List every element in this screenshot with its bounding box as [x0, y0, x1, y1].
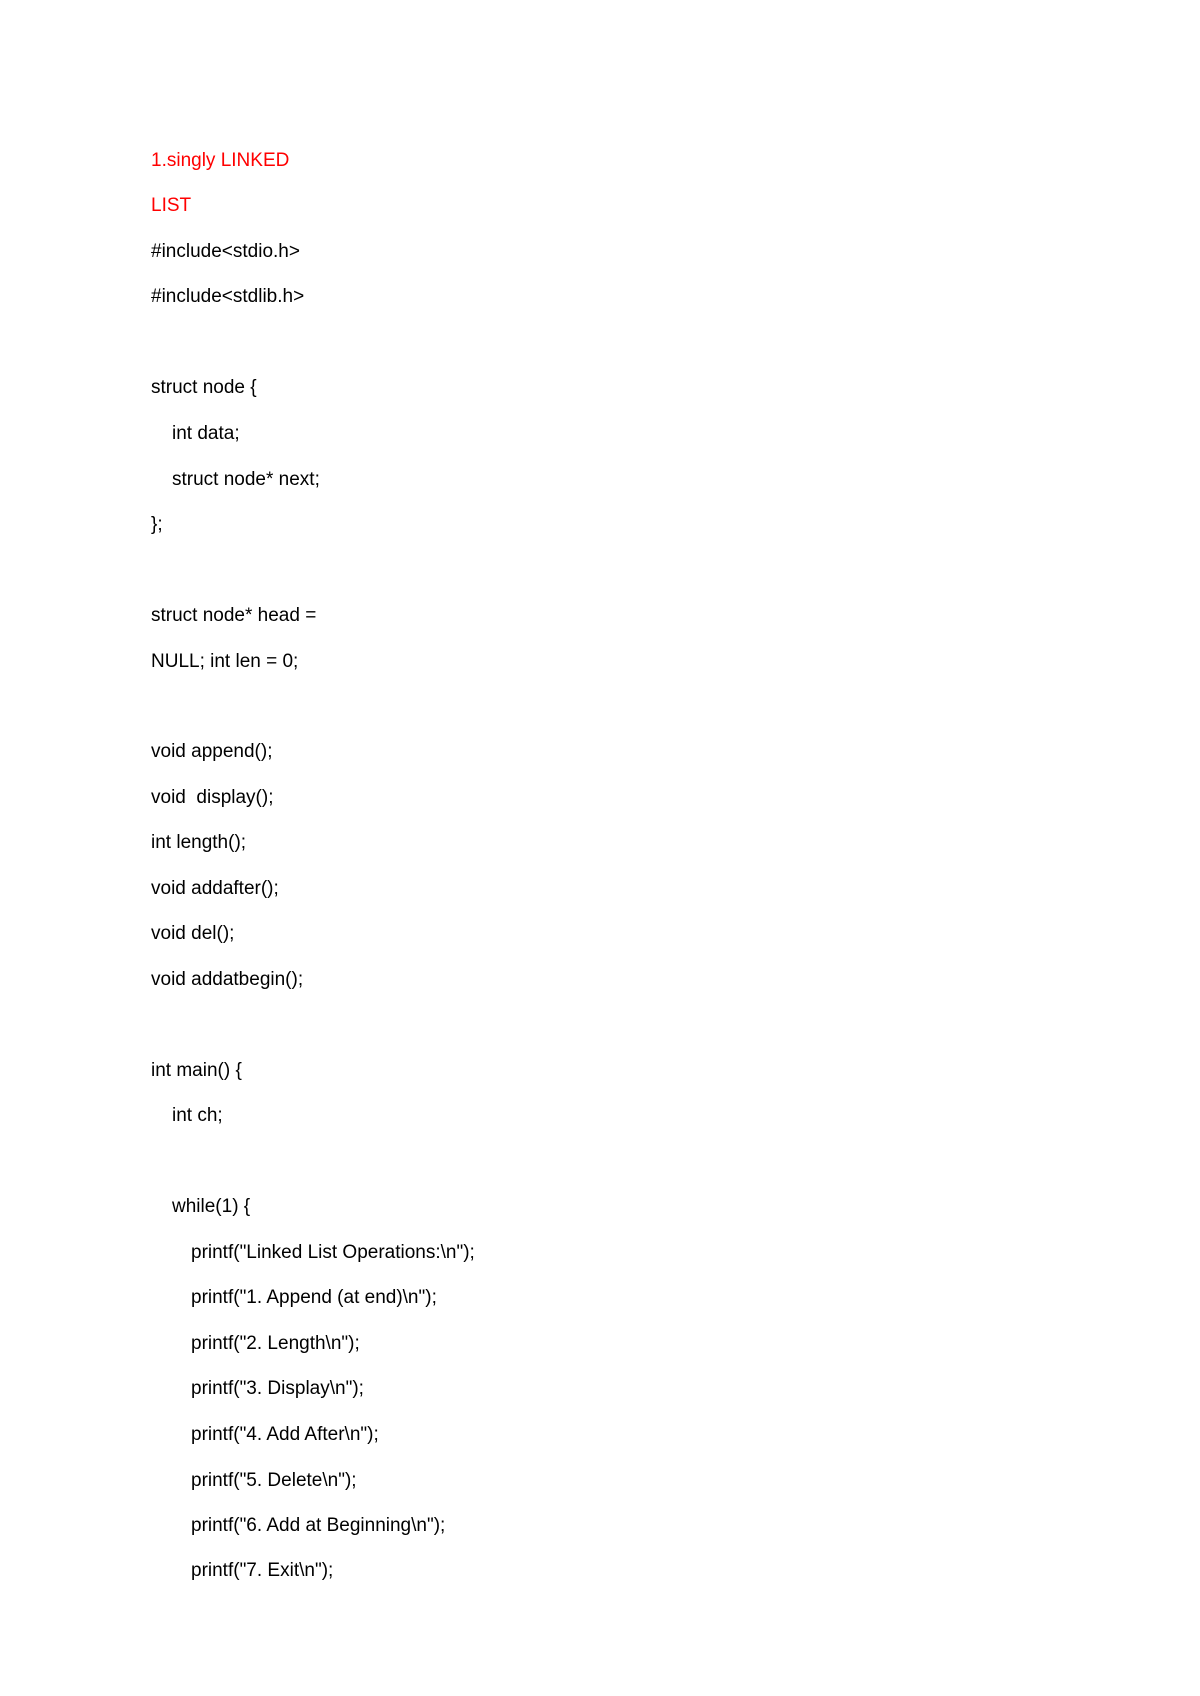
printf-exit-line: printf("7. Exit\n"); [191, 1560, 334, 1581]
printf-display-line: printf("3. Display\n"); [191, 1378, 364, 1399]
struct-node-open-line: struct node { [151, 377, 257, 398]
document-heading-line-2: LIST [151, 195, 192, 216]
printf-operations-line: printf("Linked List Operations:\n"); [191, 1242, 475, 1263]
include-stdio-line: #include<stdio.h> [151, 241, 300, 262]
prototype-addatbegin-line: void addatbegin(); [151, 969, 304, 990]
null-len-declaration-line: NULL; int len = 0; [151, 651, 299, 672]
document-heading-line-1: 1.singly LINKED [151, 150, 290, 171]
printf-add-at-beginning-line: printf("6. Add at Beginning\n"); [191, 1515, 446, 1536]
while-loop-line: while(1) { [172, 1196, 251, 1217]
prototype-length-line: int length(); [151, 832, 247, 853]
prototype-addafter-line: void addafter(); [151, 878, 279, 899]
main-function-line: int main() { [151, 1060, 242, 1081]
printf-append-line: printf("1. Append (at end)\n"); [191, 1287, 437, 1308]
struct-node-close-line: }; [151, 514, 163, 535]
printf-length-line: printf("2. Length\n"); [191, 1333, 360, 1354]
head-declaration-line: struct node* head = [151, 605, 317, 626]
struct-member-data-line: int data; [172, 423, 240, 444]
printf-delete-line: printf("5. Delete\n"); [191, 1470, 357, 1491]
printf-add-after-line: printf("4. Add After\n"); [191, 1424, 379, 1445]
prototype-append-line: void append(); [151, 741, 273, 762]
prototype-display-line: void display(); [151, 787, 274, 808]
prototype-del-line: void del(); [151, 923, 235, 944]
int-ch-line: int ch; [172, 1105, 223, 1126]
struct-member-next-line: struct node* next; [172, 469, 320, 490]
include-stdlib-line: #include<stdlib.h> [151, 286, 305, 307]
